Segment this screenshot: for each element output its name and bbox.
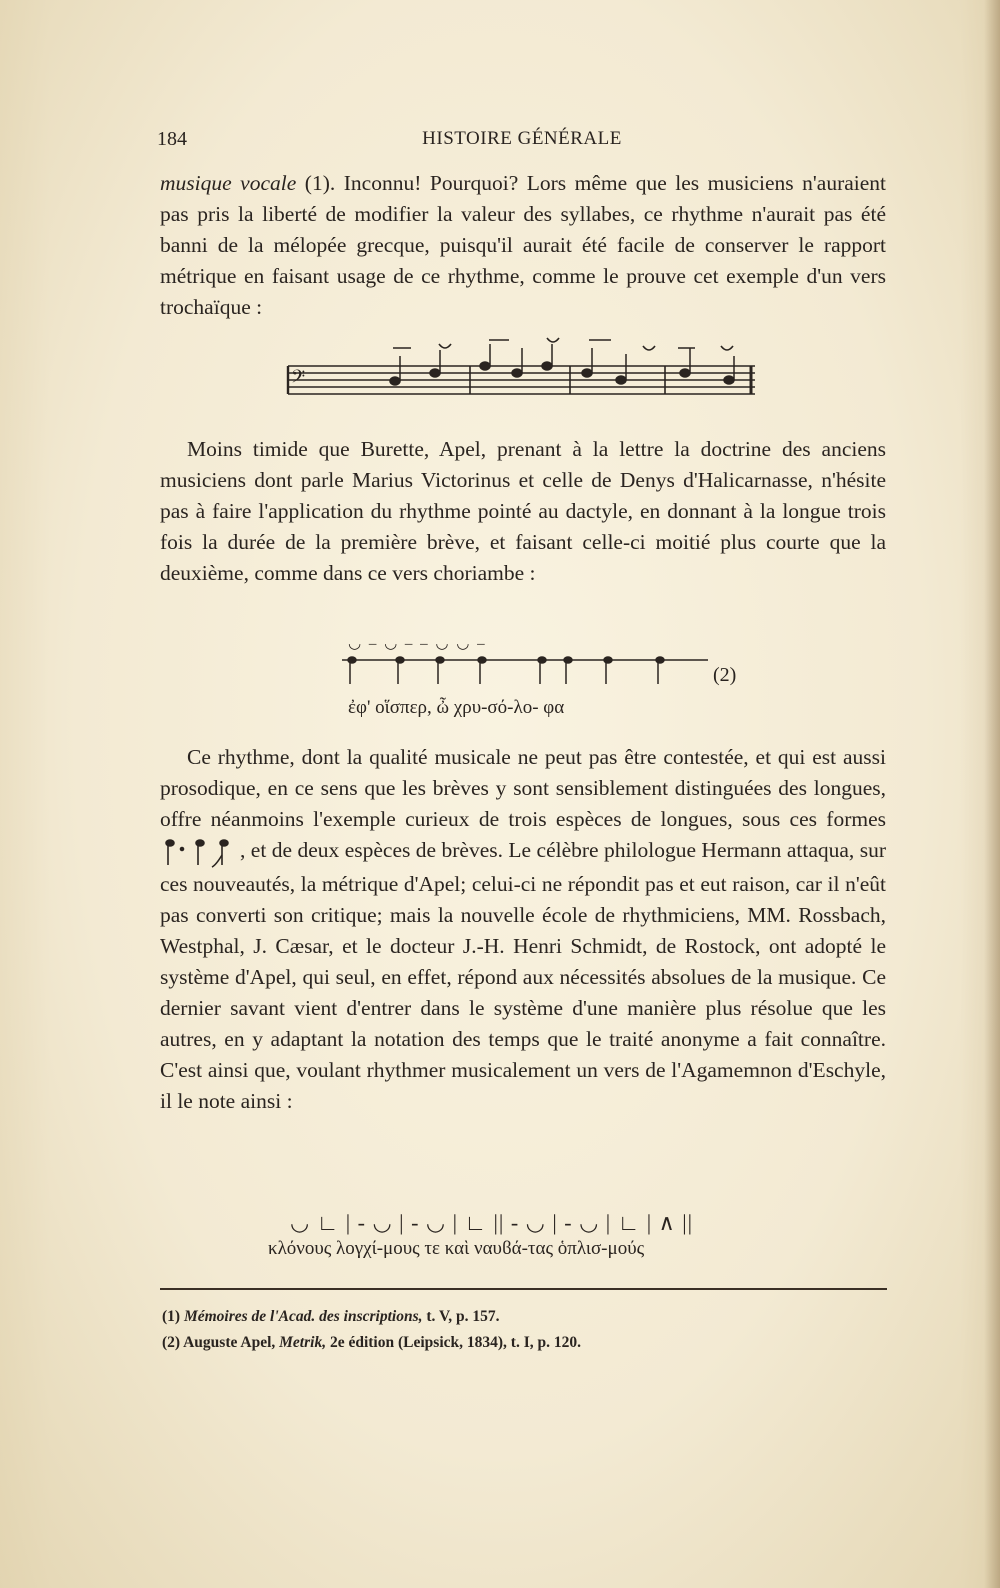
svg-text:𝄢: 𝄢 <box>291 367 306 392</box>
footnote-1 <box>162 1308 499 1326</box>
footnote-2-rest: 2e édition (Leipsick, 1834), t. I, p. 120. <box>326 1334 581 1351</box>
lead-italic: musique vocale <box>160 171 297 195</box>
inline-note-forms <box>160 835 240 869</box>
footnote-2-marker: (2) <box>162 1334 181 1351</box>
paragraph-3-text-before: Ce rhythme, dont la qualité musicale ne peut pas être contestée, et qui est aussi prosodique, en ce sens que les brèves y sont sensiblement distinguées des longues, offre néanmoins l'exemple curieux de trois espèces de longues, sous ces formes <box>160 745 886 831</box>
paragraph-2-text: Moins timide que Burette, Apel, prenant à la lettre la doctrine des anciens musiciens dont parle Marius Victorinus et celle de Denys d'Halicarnasse, n'hésite pas à faire l'application du rhythme pointé au dactyle, en donnant à la longue trois fois la durée de la première brève, et faisant celle-ci moitié plus courte que la deuxième, comme dans ce vers choriambe : <box>160 437 886 585</box>
page-edge-shadow <box>984 0 1000 1588</box>
footnote-2-title: Metrik, <box>279 1334 327 1351</box>
footnote-1-marker: (1) <box>162 1308 181 1325</box>
example-2-greek: ἐφ' οἵσπερ, ὦ χρυ-σό-λο- φα <box>348 697 565 718</box>
paragraph-3 <box>160 742 886 1117</box>
footnote-rule <box>160 1288 887 1290</box>
page-number: 184 <box>157 128 187 150</box>
example-2-scansion: ◡ – ◡ – – ◡ ◡ – <box>348 636 487 652</box>
footnote-1-rest: t. V, p. 157. <box>422 1308 500 1325</box>
paragraph-1 <box>160 168 886 323</box>
example-3-scheme: ◡ ∟ | - ◡ | - ◡ | ∟ || - ◡ | - ◡ | ∟ | ∧ || <box>290 1210 694 1235</box>
paragraph-2 <box>160 434 886 589</box>
music-example-trochaic <box>285 326 755 408</box>
paragraph-3-text-after: , et de deux espèces de brèves. Le célèbre philologue Hermann attaqua, sur ces nouveautés, la métrique d'Apel; celui-ci ne répondit pas et eut raison, car il n'eût pas converti son critique; mais la nouvelle école de rhythmiciens, MM. Rossbach, Westphal, J. Cæsar, et le docteur J.-H. Henri Schmidt, de Rostock, ont adopté le système d'Apel, qui seul, en effet, répond aux nécessités absolues de la musique. Ce dernier savant vient d'entrer dans le système d'une manière plus résolue que les autres, en y adaptant la notation des temps que le traité anonyme a fait connaître. C'est ainsi que, voulant rhythmer musicalement un vers de l'Agamemnon d'Eschyle, il le note ainsi : <box>160 838 886 1113</box>
footnote-1-title: Mémoires de l'Acad. des inscriptions, <box>183 1308 423 1325</box>
running-title: HISTOIRE GÉNÉRALE <box>422 128 622 149</box>
footnote-ref-2: (2) <box>713 664 737 686</box>
page-header <box>157 128 887 158</box>
footnote-2-author: Auguste Apel, <box>183 1334 280 1351</box>
paragraph-1-text: (1). Inconnu! Pourquoi? Lors même que les musiciens n'auraient pas pris la liberté de modifier la valeur des syllabes, ce rhythme n'aurait pas été banni de la mélopée grecque, puisqu'il aurait été facile de conserver le rapport métrique en faisant usage de ce rhythme, comme le prouve cet exemple d'un vers trochaïque : <box>160 171 887 319</box>
footnote-2 <box>162 1334 581 1352</box>
example-3-greek: κλόνους λογχί-μους τε καὶ ναυϐά-τας ὁπλισ-μούς <box>268 1238 645 1259</box>
music-example-choriambic <box>340 652 710 692</box>
